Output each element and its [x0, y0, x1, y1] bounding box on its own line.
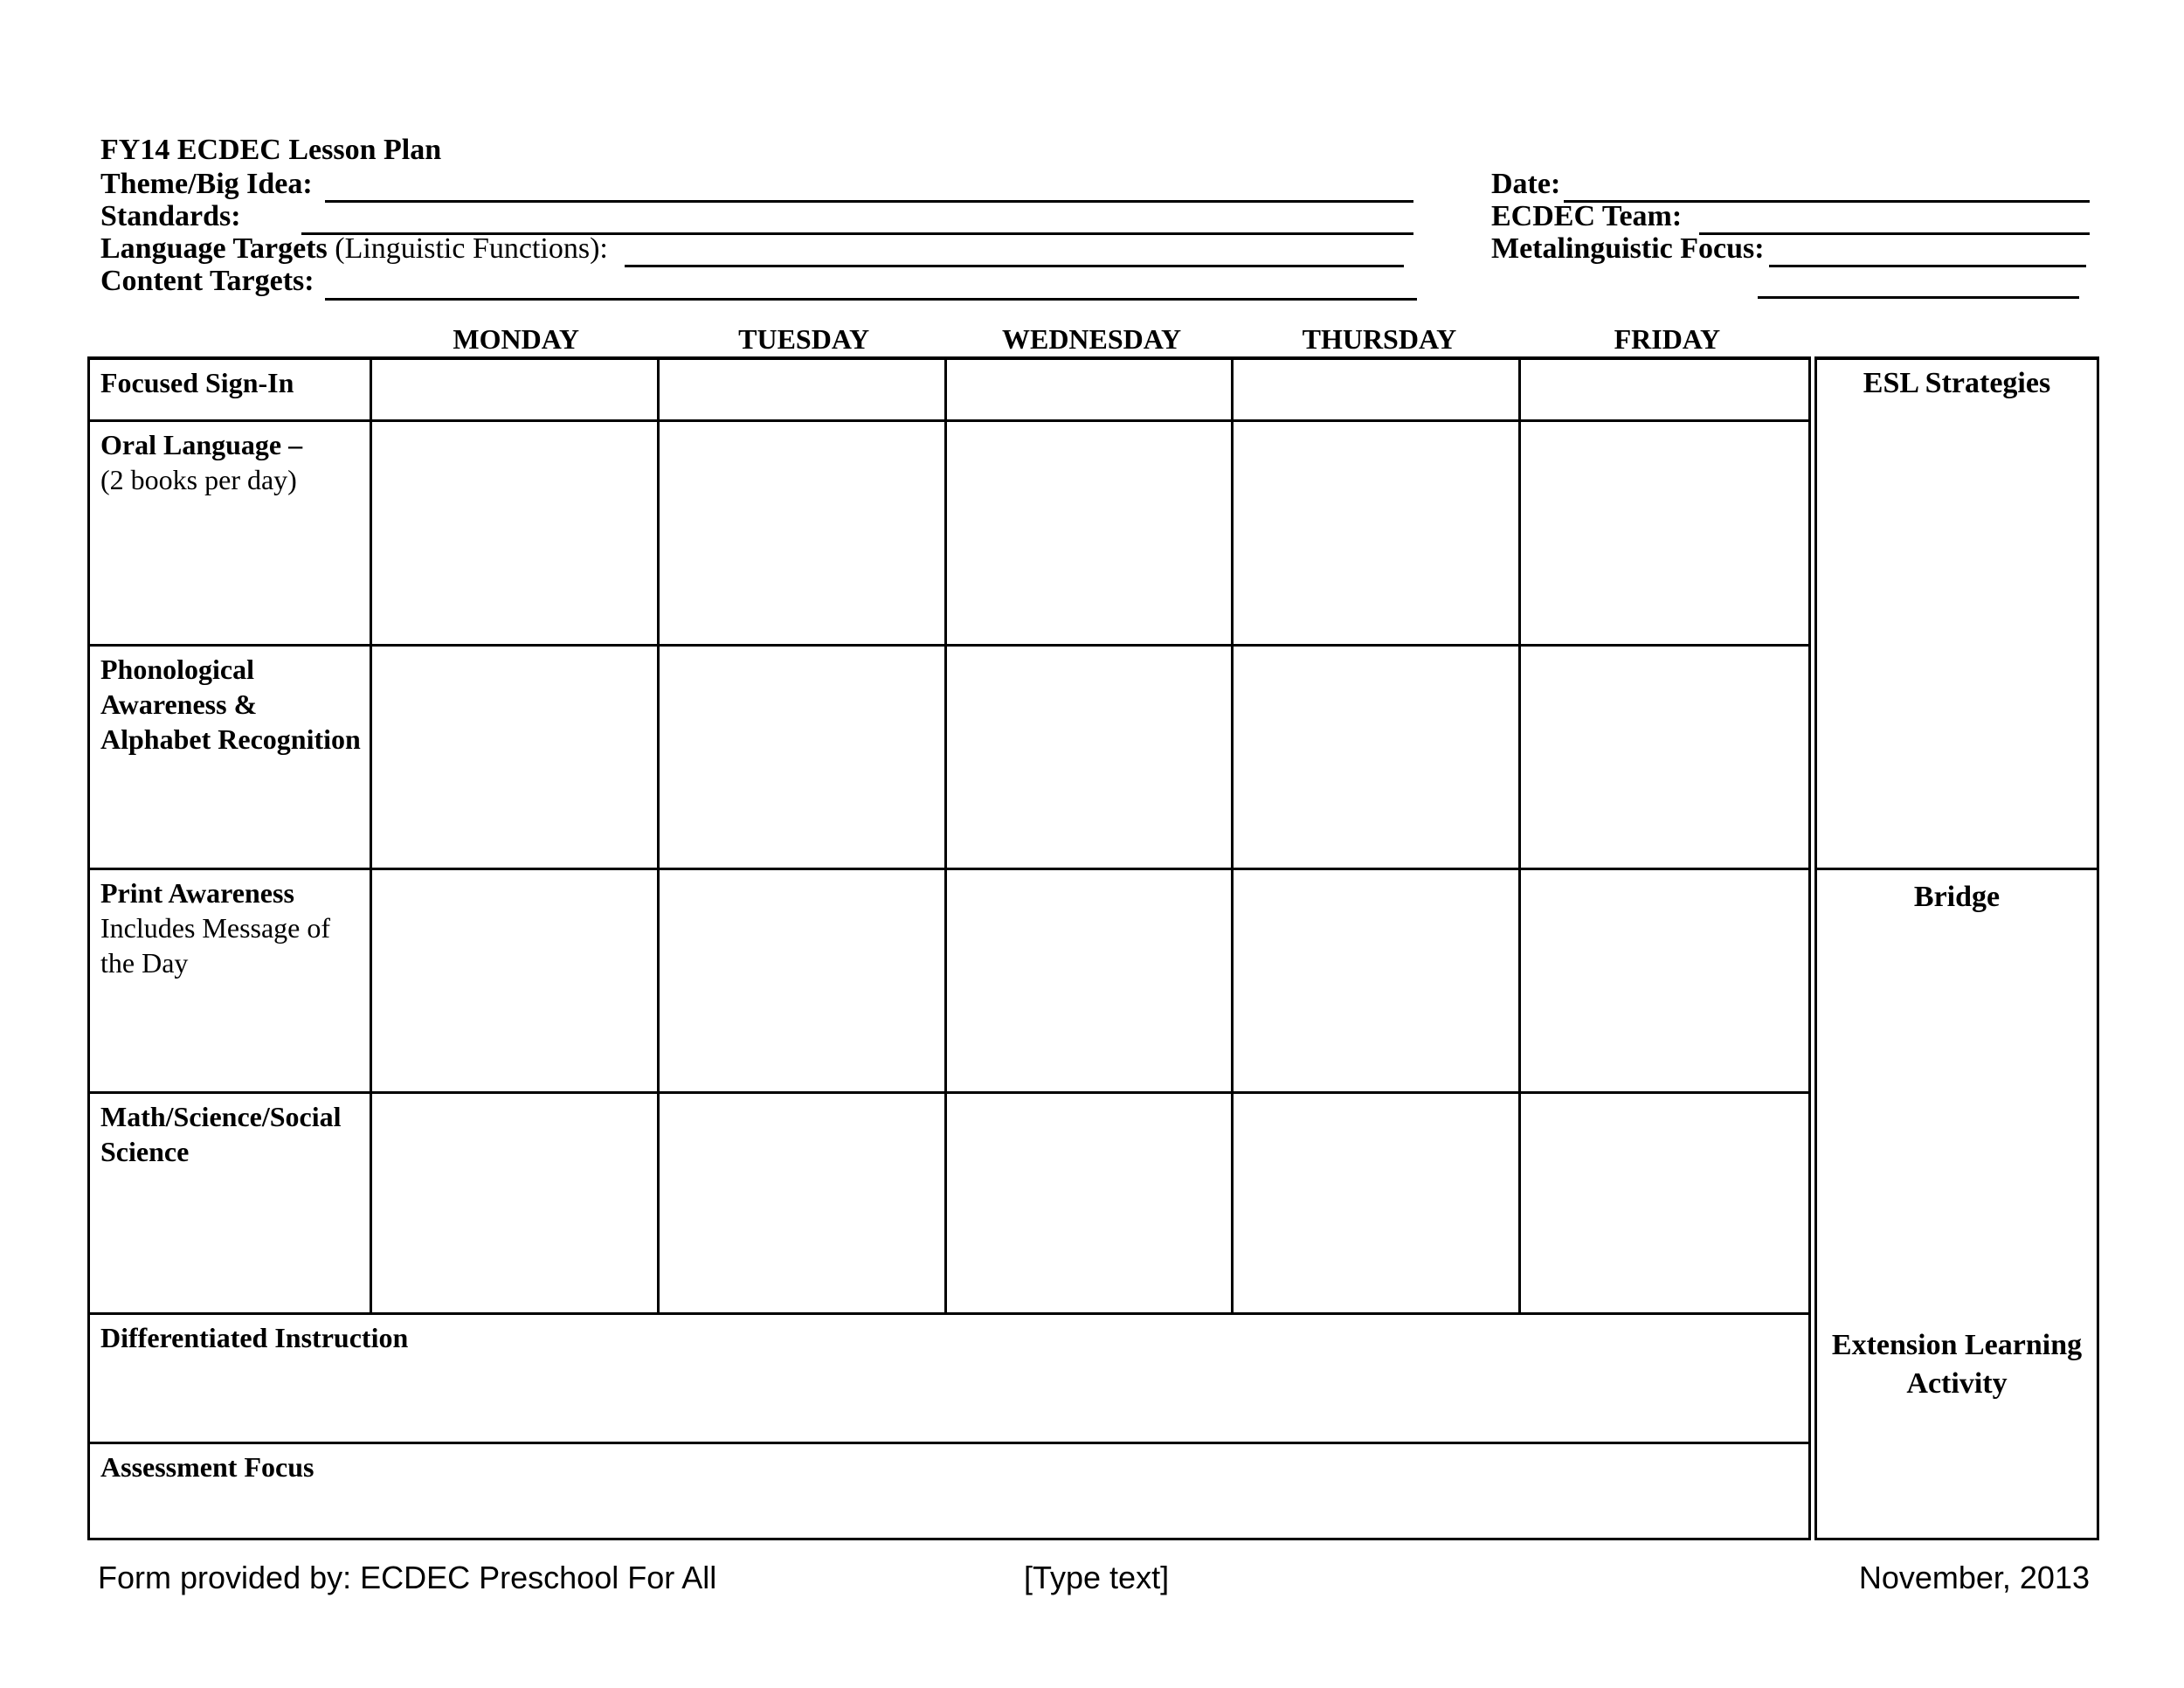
row-label-phonological-awareness: Phonological Awareness & Alphabet Recognition — [90, 647, 372, 870]
day-cell-focused-monday — [372, 360, 660, 422]
footer-right: November, 2013 — [1858, 1560, 2090, 1595]
day-header-tuesday: TUESDAY — [738, 323, 870, 355]
day-header-monday: MONDAY — [453, 323, 579, 355]
day-cell-print-wednesday — [947, 870, 1234, 1094]
esl-strategies-cell — [1817, 360, 2097, 870]
theme-big-idea-label: Theme/Big Idea: — [100, 168, 313, 200]
day-cell-print-friday — [1521, 870, 1808, 1094]
day-cell-math-wednesday — [947, 1094, 1234, 1315]
row-differentiated-instruction: Differentiated Instruction — [90, 1315, 1808, 1444]
row-label-print-awareness-title: Print Awareness — [100, 877, 294, 909]
row-label-focused-sign-in: Focused Sign-In — [90, 360, 372, 422]
page-title: FY14 ECDEC Lesson Plan — [100, 134, 442, 166]
day-cell-oral-monday — [372, 422, 660, 647]
day-cell-phono-tuesday — [660, 647, 947, 870]
day-cell-oral-tuesday — [660, 422, 947, 647]
day-cell-print-thursday — [1234, 870, 1521, 1094]
day-header-row — [372, 323, 1811, 355]
ecdec-team-label: ECDEC Team: — [1491, 200, 1683, 232]
day-cell-focused-friday — [1521, 360, 1808, 422]
footer-left: Form provided by: ECDEC Preschool For All — [98, 1560, 717, 1595]
standards-label: Standards: — [100, 200, 241, 232]
row-label-oral-language-title: Oral Language – — [100, 429, 303, 460]
row-label-oral-language-sub: (2 books per day) — [100, 464, 297, 495]
day-cell-phono-friday — [1521, 647, 1808, 870]
metalinguistic-focus-label: Metalinguistic Focus: — [1491, 232, 1765, 265]
metalinguistic-focus-blank-line — [1769, 265, 2086, 267]
day-cell-oral-friday — [1521, 422, 1808, 647]
metalinguistic-focus-blank-line-2 — [1758, 296, 2079, 299]
date-label: Date: — [1491, 168, 1561, 200]
day-header-friday: FRIDAY — [1614, 323, 1721, 355]
content-targets-blank-line — [325, 298, 1417, 301]
day-cell-phono-monday — [372, 647, 660, 870]
day-header-wednesday: WEDNESDAY — [1001, 323, 1182, 355]
extension-learning-activity-title: Extension Learning Activity — [1831, 1329, 2083, 1400]
bridge-title: Bridge — [1913, 881, 2001, 913]
day-cell-math-monday — [372, 1094, 660, 1315]
bridge-extension-cell — [1817, 870, 2097, 914]
language-targets-label-rest: (Linguistic Functions): — [327, 232, 608, 265]
day-cell-focused-thursday — [1234, 360, 1521, 422]
language-targets-label-bold: Language Targets — [100, 232, 328, 265]
day-cell-oral-thursday — [1234, 422, 1521, 647]
row-assessment-focus: Assessment Focus — [100, 1451, 314, 1483]
theme-big-idea-blank-line — [325, 200, 1413, 203]
day-cell-print-monday — [372, 870, 660, 1094]
language-targets-label — [100, 232, 608, 266]
day-cell-phono-thursday — [1234, 647, 1521, 870]
footer-center: [Type text] — [1024, 1560, 1170, 1595]
esl-strategies-title: ESL Strategies — [1863, 367, 2051, 399]
day-header-thursday: THURSDAY — [1302, 323, 1457, 355]
day-cell-oral-wednesday — [947, 422, 1234, 647]
day-cell-focused-wednesday — [947, 360, 1234, 422]
row-label-math-science-social: Math/Science/Social Science — [90, 1094, 372, 1315]
day-cell-math-tuesday — [660, 1094, 947, 1315]
day-cell-math-friday — [1521, 1094, 1808, 1315]
row-label-print-awareness-sub: Includes Message of the Day — [100, 912, 331, 979]
day-cell-math-thursday — [1234, 1094, 1521, 1315]
row-label-oral-language — [90, 422, 372, 647]
content-targets-label: Content Targets: — [100, 265, 314, 297]
day-cell-print-tuesday — [660, 870, 947, 1094]
lesson-plan-table — [87, 356, 1811, 1540]
day-cell-phono-wednesday — [947, 647, 1234, 870]
sidebar — [1814, 356, 2099, 1540]
day-cell-focused-tuesday — [660, 360, 947, 422]
row-label-print-awareness — [90, 870, 372, 1094]
language-targets-blank-line — [625, 265, 1404, 267]
